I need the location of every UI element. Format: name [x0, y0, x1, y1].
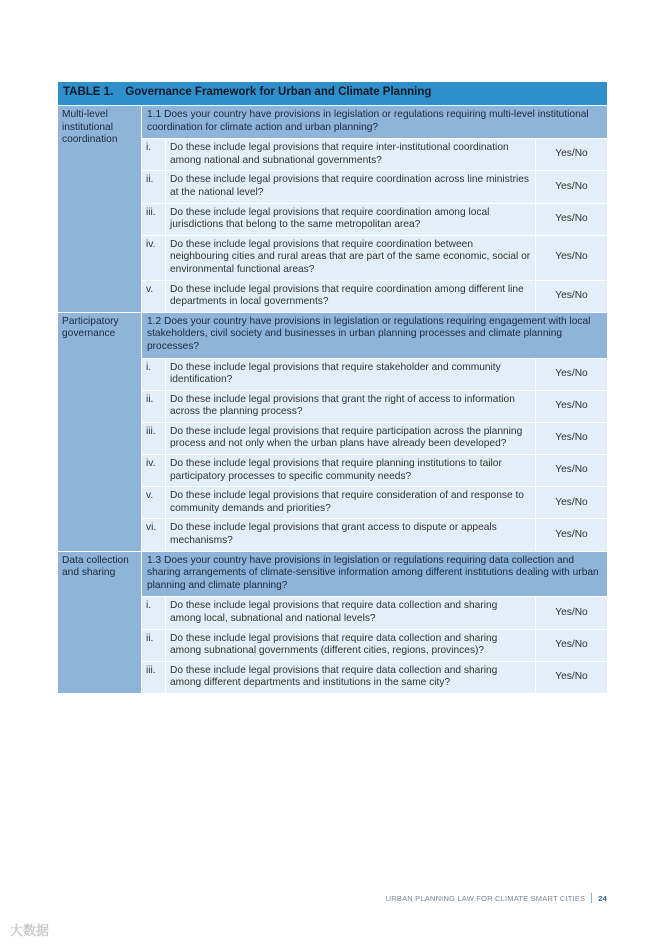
- answer-cell: Yes/No: [536, 235, 608, 280]
- sub-question-number: v.: [142, 280, 166, 312]
- section-question-row: [58, 106, 608, 139]
- sub-question-text: Do these include legal provisions that grant the right of access to information across the planning process?: [166, 390, 536, 422]
- sub-question-text: Do these include legal provisions that require consideration of and response to community demands and priorities?: [166, 487, 536, 519]
- sub-question-text: Do these include legal provisions that require coordination among different line departments in local governments?: [166, 280, 536, 312]
- sub-question-text: Do these include legal provisions that require participation across the planning process and not only when the urban plans have already been developed?: [166, 422, 536, 454]
- sub-question-number: i.: [142, 597, 166, 629]
- sub-question-text: Do these include legal provisions that require data collection and sharing among different departments and institutions in the same city?: [166, 661, 536, 693]
- running-title: URBAN PLANNING LAW FOR CLIMATE SMART CITIES: [385, 893, 586, 903]
- page-footer: [386, 893, 607, 903]
- answer-cell: Yes/No: [536, 358, 608, 390]
- answer-cell: Yes/No: [536, 519, 608, 551]
- sub-question-number: iv.: [142, 235, 166, 280]
- section-question: 1.1 Does your country have provisions in legislation or regulations requiring multi-level institutional coordination for climate action and urban planning?: [142, 106, 608, 139]
- sub-question-number: iii.: [142, 661, 166, 693]
- sub-question-number: v.: [142, 487, 166, 519]
- sub-question-text: Do these include legal provisions that require data collection and sharing among local, subnational and national levels?: [166, 597, 536, 629]
- sub-question-number: ii.: [142, 629, 166, 661]
- sub-question-number: ii.: [142, 390, 166, 422]
- table-title-text: Governance Framework for Urban and Climate Planning: [125, 86, 432, 98]
- table-body: [58, 82, 608, 694]
- governance-framework-table: [57, 81, 608, 694]
- sub-question-text: Do these include legal provisions that require stakeholder and community identification?: [166, 358, 536, 390]
- watermark-logo: 大数据: [10, 923, 50, 938]
- sub-question-number: iii.: [142, 203, 166, 235]
- sub-question-number: vi.: [142, 519, 166, 551]
- answer-cell: Yes/No: [536, 390, 608, 422]
- answer-cell: Yes/No: [536, 487, 608, 519]
- section-question: 1.2 Does your country have provisions in legislation or regulations requiring engagement with local stakeholders, civil society and businesses in urban planning processes and climate planning processes?: [142, 312, 608, 358]
- sub-question-number: iii.: [142, 422, 166, 454]
- sub-question-text: Do these include legal provisions that require planning institutions to tailor participatory processes to specific community needs?: [166, 455, 536, 487]
- sub-question-text: Do these include legal provisions that grant access to dispute or appeals mechanisms?: [166, 519, 536, 551]
- section-question: 1.3 Does your country have provisions in legislation or regulations requiring data collection and sharing arrangements of climate-sensitive information among different institutions dealing with urban planning and climate planning?: [142, 551, 608, 597]
- answer-cell: Yes/No: [536, 422, 608, 454]
- answer-cell: Yes/No: [536, 139, 608, 171]
- sub-question-text: Do these include legal provisions that require coordination among local jurisdictions that belong to the same metropolitan area?: [166, 203, 536, 235]
- footer-divider: [591, 893, 592, 903]
- section-question-row: [58, 312, 608, 358]
- answer-cell: Yes/No: [536, 280, 608, 312]
- table-number: TABLE 1.: [63, 86, 114, 98]
- answer-cell: Yes/No: [536, 661, 608, 693]
- sub-question-text: Do these include legal provisions that require coordination across line ministries at the national level?: [166, 171, 536, 203]
- answer-cell: Yes/No: [536, 171, 608, 203]
- answer-cell: Yes/No: [536, 597, 608, 629]
- section-label: Data collection and sharing: [58, 551, 142, 693]
- page-number: 24: [598, 893, 607, 903]
- sub-question-text: Do these include legal provisions that require coordination between neighbouring cities and rural areas that are part of the same economic, social or environmental functional areas?: [166, 235, 536, 280]
- answer-cell: Yes/No: [536, 629, 608, 661]
- table-title-row: [58, 82, 608, 106]
- sub-question-number: i.: [142, 139, 166, 171]
- sub-question-text: Do these include legal provisions that require inter-institutional coordination among national and subnational governments?: [166, 139, 536, 171]
- governance-table-container: [57, 81, 607, 694]
- section-label: Multi-level institutional coordination: [58, 106, 142, 313]
- answer-cell: Yes/No: [536, 203, 608, 235]
- sub-question-number: ii.: [142, 171, 166, 203]
- sub-question-number: i.: [142, 358, 166, 390]
- answer-cell: Yes/No: [536, 455, 608, 487]
- table-title: [58, 82, 608, 106]
- sub-question-text: Do these include legal provisions that require data collection and sharing among subnational governments (different cities, regions, provinces)?: [166, 629, 536, 661]
- section-label: Participatory governance: [58, 312, 142, 551]
- section-question-row: [58, 551, 608, 597]
- sub-question-number: iv.: [142, 455, 166, 487]
